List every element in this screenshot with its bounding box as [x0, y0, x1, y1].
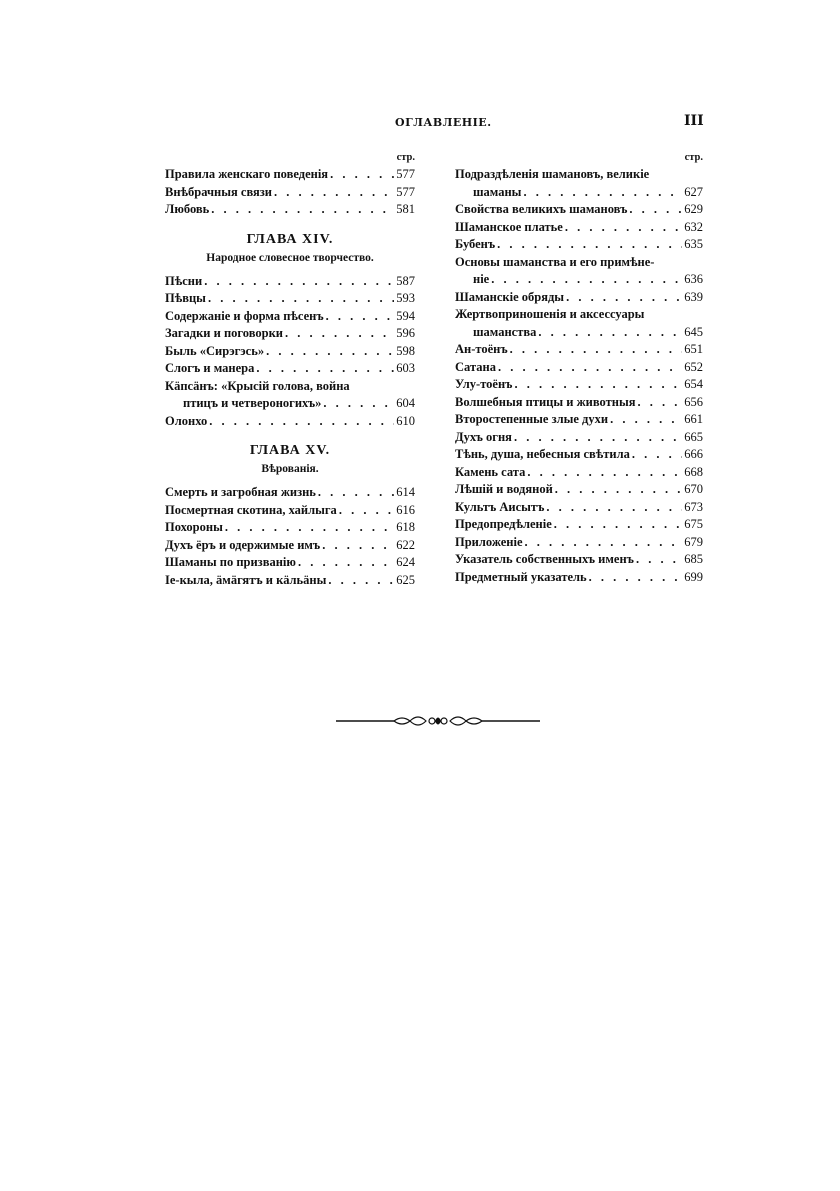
toc-entry — [455, 569, 703, 587]
dot-leader — [326, 308, 395, 326]
toc-page-number: 598 — [396, 343, 415, 358]
toc-entry-title: Сатана — [455, 359, 496, 374]
toc-entry — [455, 201, 703, 219]
toc-entry-title: Улу-тоёнъ — [455, 377, 513, 391]
toc-entry — [165, 413, 415, 431]
toc-entry-title: Второстепенные злые духи — [455, 412, 609, 426]
toc-entry-title: Быль «Сирэгэсь» — [165, 343, 265, 358]
toc-page-number: 670 — [684, 482, 703, 496]
toc-entry — [455, 464, 703, 482]
toc-page-number: 699 — [684, 569, 703, 584]
page-title: ОГЛАВЛЕНІЕ. — [395, 116, 492, 129]
toc-page-number: 645 — [684, 324, 703, 339]
toc-page-number: 577 — [396, 184, 415, 199]
dot-leader — [322, 537, 394, 555]
toc-entry — [165, 201, 415, 219]
dot-leader — [266, 343, 394, 361]
toc-entry — [455, 446, 703, 464]
dot-leader — [318, 484, 394, 502]
toc-page-number: 632 — [684, 219, 703, 234]
dot-leader — [328, 572, 394, 590]
toc-entry-title: Указатель собственныхъ именъ — [455, 552, 634, 566]
toc-entry-title-cont: птицъ и четвероногихъ» — [183, 396, 322, 410]
dot-leader — [629, 201, 682, 219]
dot-leader — [497, 236, 682, 254]
dot-leader — [208, 290, 394, 308]
toc-entry-title: Внѣбрачныя связи — [165, 184, 273, 199]
dot-leader — [637, 394, 682, 412]
dot-leader — [225, 519, 394, 537]
toc-list — [165, 484, 415, 589]
toc-entry — [165, 519, 415, 537]
toc-page-number: 603 — [396, 361, 415, 375]
chapter-subtitle: Народное словесное творчество. — [206, 251, 374, 264]
dot-leader — [566, 289, 682, 307]
toc-entry-title: Загадки и поговорки — [165, 326, 283, 340]
toc-entry — [455, 376, 703, 394]
chapter-subtitle: Вѣрованія. — [261, 463, 319, 475]
toc-left-column — [165, 152, 415, 589]
toc-right-column — [455, 152, 703, 586]
toc-entry — [165, 184, 415, 202]
toc-entry — [165, 554, 415, 572]
toc-entry — [455, 499, 703, 517]
toc-entry — [165, 378, 415, 413]
toc-page-number: 581 — [396, 202, 415, 216]
toc-page-number: 639 — [684, 289, 703, 304]
toc-entry-title: Основы шаманства и его примѣне- — [455, 254, 655, 269]
dot-leader — [632, 446, 682, 464]
toc-page-number: 596 — [396, 326, 415, 340]
toc-entry — [165, 502, 415, 520]
dot-leader — [636, 551, 682, 569]
toc-page-number: 618 — [396, 520, 415, 534]
toc-entry-title: Олонхо — [165, 413, 208, 428]
toc-list — [165, 413, 415, 431]
toc-entry — [165, 325, 415, 343]
toc-entry — [165, 360, 415, 378]
dot-leader — [525, 534, 683, 552]
dot-leader — [209, 413, 394, 431]
toc-entry — [165, 572, 415, 590]
toc-page-number: 668 — [684, 464, 703, 479]
toc-entry-title: Бубенъ — [455, 237, 496, 251]
toc-page-number: 661 — [684, 412, 703, 426]
toc-entry — [165, 484, 415, 502]
toc-entry-title: Подраздѣленія шамановъ, великіе — [455, 167, 650, 181]
toc-page-number: 629 — [684, 202, 703, 216]
toc-entry-title: Похороны — [165, 520, 223, 534]
toc-entry-title: Приложеніе — [455, 534, 523, 549]
page-column-label: стр. — [396, 152, 415, 163]
toc-entry-title: Слогъ и манера — [165, 361, 255, 375]
dot-leader — [546, 499, 682, 517]
toc-page-number: 627 — [684, 184, 703, 199]
dot-leader — [285, 325, 394, 343]
toc-entry-title-cont: ніе — [473, 272, 490, 286]
toc-entry-title: Смерть и загробная жизнь — [165, 485, 316, 499]
dot-leader — [211, 201, 394, 219]
toc-entry — [455, 219, 703, 237]
toc-page-number: 594 — [396, 308, 415, 323]
toc-entry — [165, 166, 415, 184]
toc-page-number: 656 — [684, 394, 703, 409]
toc-page-number: 665 — [684, 429, 703, 444]
toc-entry-title: Пѣсни — [165, 273, 203, 288]
toc-page-number: 604 — [396, 396, 415, 410]
toc-entry-title: Культъ Аисытъ — [455, 499, 545, 514]
toc-page-number: 685 — [684, 552, 703, 566]
toc-entry — [165, 537, 415, 555]
toc-entry-title: Ан-тоёнъ — [455, 342, 508, 356]
dot-leader — [589, 569, 683, 587]
toc-entry-title: Шаманское платье — [455, 219, 563, 234]
dot-leader — [514, 376, 682, 394]
dot-leader — [565, 219, 682, 237]
toc-page-number: 614 — [396, 485, 415, 499]
toc-entry — [455, 429, 703, 447]
toc-entry-title: Шаманы по призванію — [165, 555, 296, 569]
toc-entry-title: Жертвоприношенія и аксессуары — [455, 307, 645, 321]
toc-entry-title-cont: шаманы — [473, 184, 522, 199]
toc-page-number: 593 — [396, 291, 415, 305]
toc-list — [165, 166, 415, 219]
toc-entry-title: Духъ ёръ и одержимые имъ — [165, 537, 321, 552]
toc-page-number: 652 — [684, 359, 703, 374]
dot-leader — [256, 360, 394, 378]
chapter-heading: ГЛАВА XV. — [249, 443, 331, 458]
toc-entry-title: Предопредѣленіе — [455, 517, 552, 531]
toc-list — [455, 341, 703, 586]
toc-page-number: 587 — [396, 273, 415, 288]
toc-entry — [455, 411, 703, 429]
toc-entry-title: Предметный указатель — [455, 569, 587, 584]
toc-entry — [165, 290, 415, 308]
toc-entry — [165, 308, 415, 326]
toc-entry — [455, 341, 703, 359]
toc-page-number: 651 — [684, 342, 703, 356]
dot-leader — [510, 341, 683, 359]
toc-list — [455, 289, 703, 307]
toc-entry — [455, 254, 703, 289]
toc-entry-title: Содержаніе и форма пѣсенъ — [165, 308, 324, 323]
toc-page-number: 624 — [396, 555, 415, 569]
toc-entry-title: Правила женскаго поведенія — [165, 167, 329, 181]
dot-leader — [554, 516, 682, 534]
toc-page-number: 675 — [684, 517, 703, 531]
toc-page-number: 636 — [684, 272, 703, 286]
page-number: III — [684, 113, 704, 129]
dot-leader — [298, 554, 394, 572]
toc-entry-title: Камень сата — [455, 464, 526, 479]
dot-leader — [538, 324, 682, 342]
dot-leader — [491, 271, 682, 289]
toc-list — [165, 273, 415, 378]
toc-entry-title: Свойства великихъ шамановъ — [455, 202, 628, 216]
dot-leader — [339, 502, 394, 520]
toc-entry-title: Іе-кыла, äмäгятъ и кäльäны — [165, 572, 327, 587]
dot-leader — [274, 184, 394, 202]
toc-entry — [455, 481, 703, 499]
dot-leader — [555, 481, 682, 499]
toc-page-number: 616 — [396, 502, 415, 517]
toc-entry — [455, 551, 703, 569]
toc-entry — [455, 236, 703, 254]
toc-entry-title: Кäпсäнъ: «Крысій голова, война — [165, 378, 350, 393]
toc-page-number: 679 — [684, 534, 703, 549]
toc-entry-title: Волшебныя птицы и животныя — [455, 394, 636, 409]
toc-entry-title: Лѣшій и водяной — [455, 482, 553, 496]
toc-page-number: 666 — [684, 447, 703, 461]
dot-leader — [514, 429, 682, 447]
dot-leader — [610, 411, 682, 429]
toc-page-number: 654 — [684, 377, 703, 391]
toc-entry-title: Любовь — [165, 202, 210, 216]
toc-entry-title: Духъ огня — [455, 429, 512, 444]
toc-entry-title: Тѣнь, душа, небесныя свѣтила — [455, 447, 630, 461]
toc-entry-title: Шаманскіе обряды — [455, 289, 565, 304]
toc-entry — [455, 166, 703, 201]
toc-entry — [455, 289, 703, 307]
toc-entry-title-cont: шаманства — [473, 324, 537, 339]
toc-entry — [455, 394, 703, 412]
dot-leader — [523, 184, 682, 202]
toc-page-number: 610 — [396, 413, 415, 428]
toc-page-number: 635 — [684, 237, 703, 251]
dot-leader — [323, 395, 394, 413]
toc-entry — [455, 359, 703, 377]
toc-entry — [455, 516, 703, 534]
dot-leader — [330, 166, 394, 184]
toc-entry — [455, 534, 703, 552]
toc-page-number: 673 — [684, 499, 703, 514]
toc-entry — [165, 343, 415, 361]
toc-entry-title: Посмертная скотина, хайлыга — [165, 502, 337, 517]
toc-entry — [455, 306, 703, 341]
toc-page-number: 625 — [396, 572, 415, 587]
toc-list — [455, 201, 703, 254]
dot-leader — [527, 464, 682, 482]
toc-page-number: 622 — [396, 537, 415, 552]
dot-leader — [498, 359, 682, 377]
dot-leader — [204, 273, 394, 291]
page-column-label: стр. — [684, 152, 703, 163]
toc-page-number: 577 — [396, 167, 415, 181]
toc-entry-title: Пѣвцы — [165, 291, 206, 305]
decorative-divider-ornament — [336, 710, 540, 732]
chapter-heading: ГЛАВА XIV. — [246, 231, 334, 247]
toc-entry — [165, 273, 415, 291]
